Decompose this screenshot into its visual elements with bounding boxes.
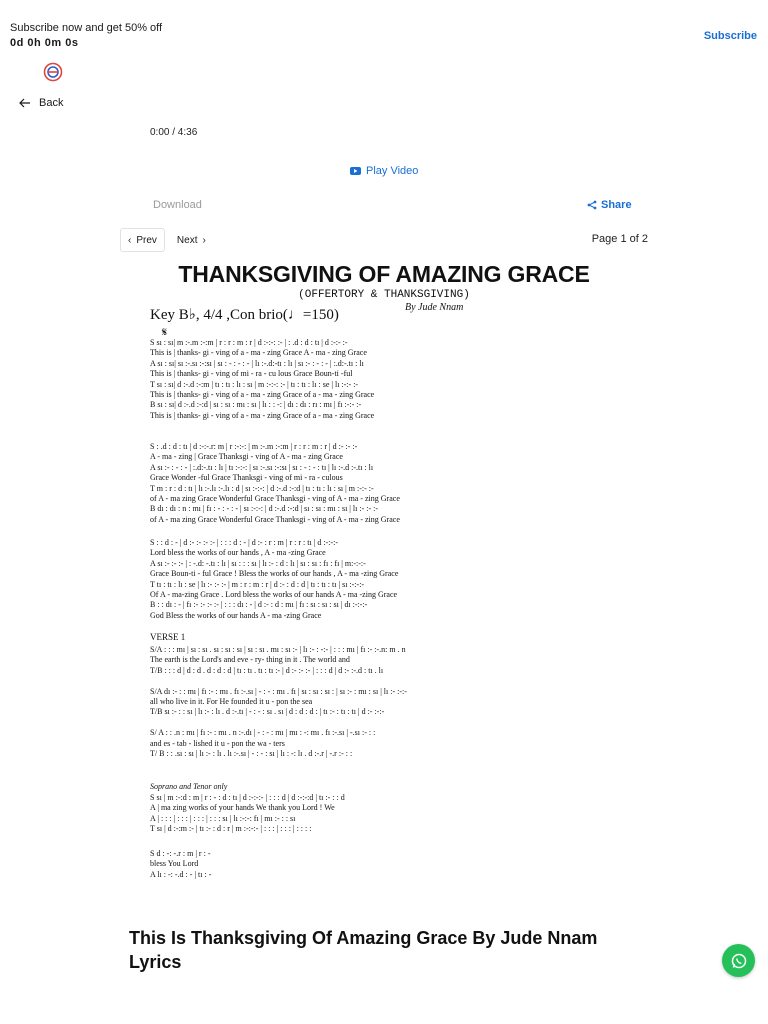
share-icon (587, 200, 597, 210)
staff-system-3 (150, 538, 632, 621)
promo-banner (10, 21, 162, 51)
download-button[interactable]: Download (153, 199, 202, 211)
staff-line: B : : dı : - | fı :- :- :- :- | : : : dı : - | d :- : d : mı | fı : sı : sı : sı | dı :-:-:- (150, 600, 368, 610)
share-label: Share (601, 199, 632, 211)
staff-line: The earth is the Lord's and eve - ry- thing in it . The world and (150, 655, 350, 665)
subscribe-button[interactable]: Subscribe (703, 30, 757, 42)
staff-line: God Bless the works of our hands A - ma -zing Grace (150, 610, 322, 620)
staff-line: T/ B : : .sı : sı | lı :- : lı . lı :-.sı | - : - : sı | lı : -: lı . d :-.r | -.r :- : : (150, 748, 353, 758)
staff-line: A | : : : | : : : | : : : | : : : sı | lı :-:-: fı | mı :- : : sı (150, 813, 296, 823)
staff-verse-1 (150, 645, 632, 759)
video-time: 0:00 / 4:36 (150, 127, 198, 138)
staff-system-1 (150, 338, 632, 421)
staff-line: This is | thanks- gi - ving of mi - ra - cu lous Grace Boun-ti -ful (150, 369, 353, 379)
key-signature: Key B♭, 4/4 ,Con brio(♩=150) (150, 307, 339, 323)
staff-line: T m : r : d : tı | lı :-.lı :-.lı : d | sı :-:-: | d :-.d :-:d | tı : tı : lı : sı | m :-:- :- (150, 483, 374, 493)
staff-line: A - ma - zing | Grace Thanksgi - ving of A - ma - zing Grace (150, 452, 343, 462)
article-heading: This Is Thanksgiving Of Amazing Grace By Jude Nnam Lyrics (129, 928, 598, 972)
staff-line: all who live in it. For He founded it u - pon the sea (150, 696, 313, 706)
chevron-left-icon: ‹ (128, 234, 132, 246)
whatsapp-icon (730, 952, 748, 970)
site-logo-icon[interactable] (43, 62, 63, 82)
staff-line: T sı : sı| d :-.d :-:m | tı : tı : lı : sı | m :-:-: :- | tı : tı : lı : se | lı :-:- :- (150, 379, 359, 389)
sheet-music-page (120, 255, 648, 895)
staff-line: A lı : -: -.d : - | tı : - (150, 869, 212, 879)
staff-system-6 (150, 849, 632, 880)
page-count: Page 1 of 2 (591, 233, 648, 245)
staff-line: bless You Lord (150, 859, 199, 869)
staff-line: and es - tab - lished it u - pon the wa - ters (150, 738, 285, 748)
staff-line: S : .d : d : tı | d :-:-.r: m | r :-:-: | m :-.m :-:m | r : r : m : r | d :- :- :- (150, 442, 358, 451)
prev-page-button[interactable] (120, 228, 165, 252)
pagination (120, 228, 214, 252)
staff-line: A sı : sı| sı :-.sı :-:sı | sı : - : - : - | lı :-.d:-tı : lı | sı :- : - : - | :.d:-.tı : lı (150, 358, 364, 368)
staff-line: A sı :- :- :- | : -.d: -.tı : lı | sı : : : sı | lı :- : d : lı | sı : sı : fı : fı | m:-:-:- (150, 558, 366, 568)
promo-text: Subscribe now and get 50% off (10, 22, 163, 34)
staff-line: S/ A : : .n : mı | fı :- : mı . n :-.dı | - : - : mı | mı : -: mı . fı :-.sı | -.sı :- : : (150, 728, 376, 738)
next-label: Next (176, 234, 198, 246)
staff-line: This is | thanks- gi - ving of a - ma - zing Grace of a - ma - zing Grace (150, 389, 375, 399)
staff-line: Grace Boun-ti - ful Grace ! Bless the works of our hands , A - ma -zing Grace (150, 569, 399, 579)
staff-line: S : : d : - | d :- :- :- :- | : : : d : - | d :- : r : m | r : r : tı | d :-:-:- (150, 538, 338, 547)
staff-line: of A - ma zing Grace Wonderful Grace Thanksgi - ving of A - ma - zing Grace (150, 493, 400, 503)
staff-line: of A - ma zing Grace Wonderful Grace Thanksgi - ving of A - ma - zing Grace (150, 514, 400, 524)
segno-icon: 𝄋 (162, 325, 168, 339)
staff-line: S sı | m :-:d : m | r : - : d : tı | d :-:-:- | : : : d | d :-:-:d | tı :- : : d (150, 793, 345, 802)
whatsapp-share-button[interactable] (722, 944, 755, 977)
staff-line: T tı : tı : lı : se | lı :- :- :- | m : r : m : r | d :- : d : d | tı : tı : tı | sı :-:-:- (150, 579, 365, 589)
back-button[interactable] (19, 97, 63, 109)
verse-label: VERSE 1 (150, 632, 186, 642)
staff-line (150, 676, 632, 686)
back-label: Back (39, 97, 64, 109)
staff-line: S d : -: -.r : m | r : - (150, 849, 211, 858)
play-video-button[interactable] (350, 165, 418, 177)
sheet-subtitle: (OFFERTORY & THANKSGIVING) (298, 289, 470, 301)
staff-line: S/A dı :- : : mı | fı :- : mı . fı :-.sı | - : - : mı . fı | sı : sı : sı : | sı :- : mı : sı | lı :- :-:- (150, 686, 407, 696)
share-button[interactable] (587, 199, 632, 211)
staff-line: T/B : : : d | d : d . d : d : d | tı : tı . tı : tı :- | d :- :- :- | : : : d | d :- :-.d : tı . lı (150, 665, 384, 675)
staff-line: A sı :- : - : - | :.d:-.tı : lı | tı :-:-: | sı :-.sı :-:sı | sı : - : - : tı | lı :-.d :-.tı : lı (150, 462, 374, 472)
staff-line: B dı : dı : n : mı | fı : - : - : - | sı :-:-: | d :-.d :-:d | sı : sı : mı : sı | lı :- :- :- (150, 504, 379, 514)
composer: By Jude Nnam (405, 302, 464, 313)
arrow-left-icon (19, 98, 31, 108)
staff-system-2 (150, 442, 632, 525)
staff-line: S/A : : : mı | sı : sı . sı : sı : sı | sı : sı . mı : sı :- | lı :- : -:- | : : : mı | fı :- :-.n: m . n (150, 645, 406, 654)
staff-system-5 (150, 793, 632, 835)
soprano-note: Soprano and Tenor only (150, 782, 228, 791)
staff-line: T/B sı :- : : sı | lı :- : lı . d :-.tı | - : - : sı . sı | d : d : d : | tı :- : tı : tı | d :- :-:- (150, 707, 385, 717)
play-icon (350, 167, 361, 175)
staff-line: S sı : sı| m :-.m :-:m | r : r : m : r | d :-:-: :- | : .d : d : tı | d :-:- :- (150, 338, 348, 347)
prev-label: Prev (136, 234, 157, 246)
staff-line (150, 718, 632, 728)
next-page-button[interactable] (169, 228, 214, 252)
play-video-label: Play Video (366, 165, 419, 177)
staff-line: Grace Wonder -ful Grace Thanksgi - ving of mi - ra - culous (150, 473, 343, 483)
countdown-timer: 0d 0h 0m 0s (10, 37, 79, 49)
staff-line: Of A - ma-zing Grace . Lord bless the works of our hands A - ma -zing Grace (150, 589, 398, 599)
staff-line: This is | thanks- gi - ving of a - ma - zing Grace of a - ma - zing Grace (150, 410, 375, 420)
sheet-title: THANKSGIVING OF AMAZING GRACE (178, 261, 590, 287)
staff-line: B sı : sı| d :-.d :-:d | sı : sı : mı : sı | lı : : -: | dı : dı : rı : mı | fı :-:- :- (150, 400, 362, 410)
staff-line: Lord bless the works of our hands , A - ma -zing Grace (150, 548, 326, 558)
chevron-right-icon: › (202, 234, 206, 246)
staff-line: T sı | d :-:m :- | tı :- : d : r | m :-:-:- | : : : | : : : | : : : : (150, 824, 312, 834)
staff-line: This is | thanks- gi - ving of a - ma - zing Grace A - ma - zing Grace (150, 348, 367, 358)
staff-line: A | ma zing works of your hands We thank you Lord ! We (150, 803, 335, 813)
